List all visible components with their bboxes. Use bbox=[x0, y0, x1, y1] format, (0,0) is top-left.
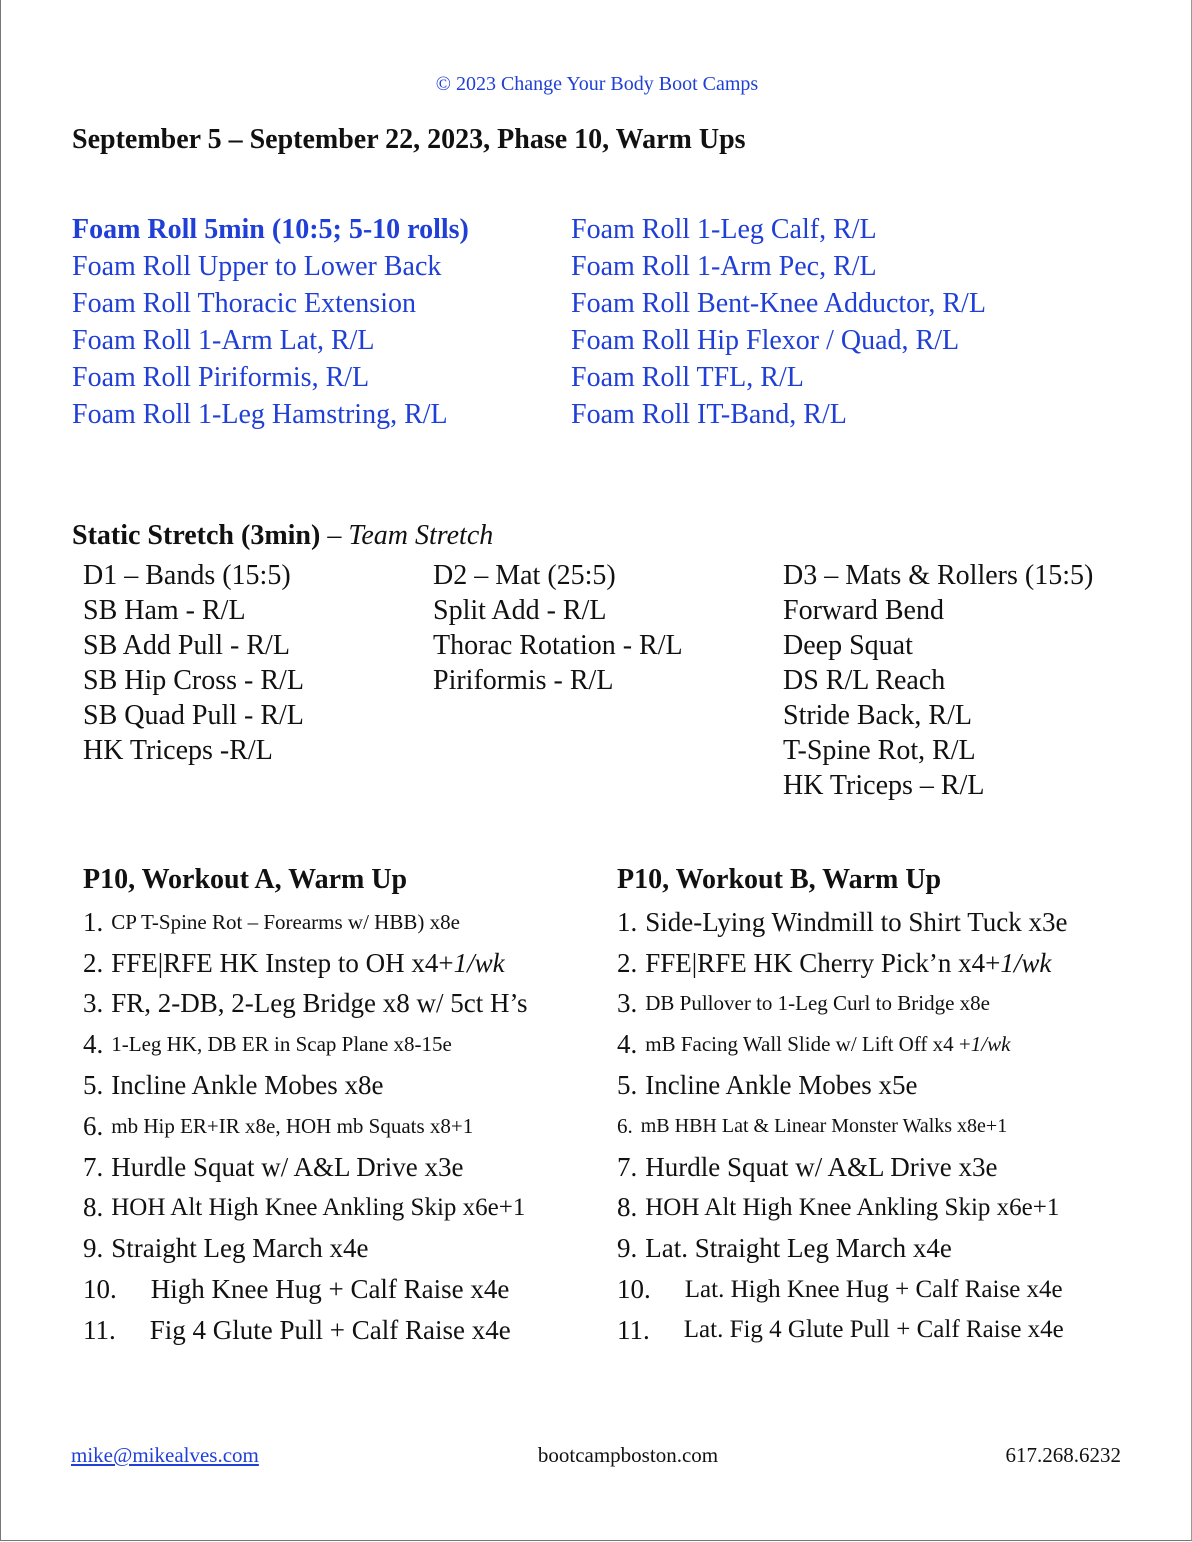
item-number: 10. bbox=[617, 1274, 651, 1305]
item-number: 7. bbox=[617, 1151, 638, 1182]
item-text: FFE|RFE HK Instep to OH x4+ bbox=[111, 947, 454, 978]
item-text: Lat. Fig 4 Glute Pull + Calf Raise x4e bbox=[683, 1316, 1064, 1344]
stretch-item: SB Quad Pull - R/L bbox=[83, 700, 304, 731]
item-text: Incline Ankle Mobes x5e bbox=[645, 1070, 918, 1101]
item-text: Lat. Straight Leg March x4e bbox=[645, 1233, 952, 1264]
item-number: 6. bbox=[617, 1113, 633, 1138]
list-item bbox=[83, 984, 527, 1025]
item-text: High Knee Hug + Calf Raise x4e bbox=[150, 1274, 510, 1305]
foam-roll-item: Foam Roll 1-Leg Hamstring, R/L bbox=[72, 399, 448, 430]
item-text: CP T-Spine Rot – Forearms w/ HBB) x8e bbox=[111, 909, 460, 934]
item-number: 3. bbox=[83, 988, 104, 1019]
list-item bbox=[617, 902, 1067, 943]
stretch-item: Deep Squat bbox=[783, 630, 913, 661]
stretch-item: SB Add Pull - R/L bbox=[83, 630, 290, 661]
item-number: 8. bbox=[83, 1192, 104, 1223]
foam-roll-item: Foam Roll 1-Arm Pec, R/L bbox=[571, 251, 877, 282]
item-text: mB Facing Wall Slide w/ Lift Off x4 + bbox=[645, 1032, 971, 1057]
list-item bbox=[83, 902, 527, 943]
item-number: 8. bbox=[617, 1192, 638, 1223]
foam-roll-item: Foam Roll Bent-Knee Adductor, R/L bbox=[571, 288, 986, 319]
stretch-item: Forward Bend bbox=[783, 595, 944, 626]
list-item bbox=[83, 1147, 527, 1188]
item-suffix: 1/wk bbox=[1000, 947, 1052, 978]
item-number: 11. bbox=[83, 1314, 116, 1345]
foam-roll-item: Foam Roll Thoracic Extension bbox=[72, 288, 416, 319]
item-number: 4. bbox=[617, 1029, 638, 1060]
list-item bbox=[617, 1269, 1067, 1310]
list-item bbox=[617, 1228, 1067, 1269]
stretch-item: Stride Back, R/L bbox=[783, 700, 972, 731]
item-number: 3. bbox=[617, 988, 638, 1019]
list-item bbox=[617, 1310, 1067, 1351]
item-text: FFE|RFE HK Cherry Pick’n x4+ bbox=[645, 947, 1001, 978]
list-item bbox=[83, 1106, 527, 1147]
list-item bbox=[83, 1024, 527, 1065]
foam-roll-item: Foam Roll 1-Arm Lat, R/L bbox=[72, 325, 375, 356]
item-number: 11. bbox=[617, 1314, 650, 1345]
item-text: DB Pullover to 1-Leg Curl to Bridge x8e bbox=[645, 991, 990, 1016]
foam-roll-right-column bbox=[571, 211, 986, 433]
workout-a-list bbox=[83, 902, 527, 1351]
item-text: Hurdle Squat w/ A&L Drive x3e bbox=[645, 1151, 998, 1182]
item-text: HOH Alt High Knee Ankling Skip x6e+1 bbox=[111, 1193, 526, 1221]
page-title: September 5 – September 22, 2023, Phase 10, Warm Ups bbox=[72, 124, 746, 155]
stretch-item: T-Spine Rot, R/L bbox=[783, 735, 976, 766]
foam-roll-item: Foam Roll Piriformis, R/L bbox=[72, 362, 370, 393]
list-item bbox=[617, 1188, 1067, 1229]
item-suffix: 1/wk bbox=[970, 1032, 1011, 1057]
foam-roll-left-column bbox=[72, 211, 469, 433]
stretch-item: DS R/L Reach bbox=[783, 665, 946, 696]
list-item bbox=[83, 943, 527, 984]
item-text: mB HBH Lat & Linear Monster Walks x8e+1 bbox=[640, 1114, 1008, 1137]
foam-roll-item: Foam Roll IT-Band, R/L bbox=[571, 399, 847, 430]
list-item bbox=[617, 1065, 1067, 1106]
stretch-d2-column bbox=[433, 558, 683, 698]
copyright-line: © 2023 Change Your Body Boot Camps bbox=[435, 73, 759, 95]
item-text: Incline Ankle Mobes x8e bbox=[111, 1070, 384, 1101]
workout-a-heading: P10, Workout A, Warm Up bbox=[83, 864, 408, 895]
workout-b-heading: P10, Workout B, Warm Up bbox=[617, 864, 942, 895]
stretch-item: SB Hip Cross - R/L bbox=[83, 665, 304, 696]
item-text: Hurdle Squat w/ A&L Drive x3e bbox=[111, 1151, 464, 1182]
phone-number: 617.268.6232 bbox=[1005, 1443, 1121, 1467]
item-text: Fig 4 Glute Pull + Calf Raise x4e bbox=[149, 1314, 511, 1345]
item-number: 7. bbox=[83, 1151, 104, 1182]
list-item bbox=[83, 1228, 527, 1269]
stretch-item: HK Triceps – R/L bbox=[783, 770, 985, 801]
static-stretch-title: Static Stretch (3min) bbox=[72, 520, 321, 551]
item-number: 4. bbox=[83, 1029, 104, 1060]
stretch-item: D1 – Bands (15:5) bbox=[83, 560, 291, 591]
item-number: 5. bbox=[83, 1070, 104, 1101]
foam-roll-item: Foam Roll 5min (10:5; 5-10 rolls) bbox=[72, 214, 469, 245]
list-item bbox=[617, 1106, 1067, 1147]
item-text: FR, 2-DB, 2-Leg Bridge x8 w/ 5ct H’s bbox=[111, 988, 528, 1019]
stretch-item: HK Triceps -R/L bbox=[83, 735, 273, 766]
email-link[interactable]: mike@mikealves.com bbox=[71, 1443, 259, 1467]
stretch-d3-column bbox=[783, 558, 1093, 803]
list-item bbox=[83, 1269, 527, 1310]
item-suffix: 1/wk bbox=[453, 947, 505, 978]
item-number: 2. bbox=[617, 947, 638, 978]
foam-roll-item: Foam Roll Hip Flexor / Quad, R/L bbox=[571, 325, 960, 356]
item-text: mb Hip ER+IR x8e, HOH mb Squats x8+1 bbox=[111, 1113, 474, 1138]
workout-b-list bbox=[617, 902, 1067, 1351]
stretch-item: Split Add - R/L bbox=[433, 595, 607, 626]
foam-roll-item: Foam Roll TFL, R/L bbox=[571, 362, 804, 393]
item-number: 9. bbox=[617, 1233, 638, 1264]
item-number: 5. bbox=[617, 1070, 638, 1101]
item-number: 9. bbox=[83, 1233, 104, 1264]
item-text: HOH Alt High Knee Ankling Skip x6e+1 bbox=[645, 1193, 1060, 1221]
list-item bbox=[617, 984, 1067, 1025]
stretch-item: SB Ham - R/L bbox=[83, 595, 246, 626]
item-number: 2. bbox=[83, 947, 104, 978]
stretch-item: D3 – Mats & Rollers (15:5) bbox=[783, 560, 1094, 591]
item-text: Straight Leg March x4e bbox=[111, 1233, 369, 1264]
stretch-item: Piriformis - R/L bbox=[433, 665, 614, 696]
static-stretch-subtitle: Team Stretch bbox=[348, 520, 494, 551]
foam-roll-item: Foam Roll 1-Leg Calf, R/L bbox=[571, 214, 877, 245]
item-number: 10. bbox=[83, 1274, 117, 1305]
item-text: Side-Lying Windmill to Shirt Tuck x3e bbox=[645, 906, 1068, 937]
list-item bbox=[83, 1188, 527, 1229]
item-number: 1. bbox=[617, 906, 638, 937]
item-number: 1. bbox=[83, 906, 104, 937]
website-text: bootcampboston.com bbox=[537, 1443, 719, 1467]
stretch-item: Thorac Rotation - R/L bbox=[433, 630, 683, 661]
list-item bbox=[617, 1024, 1067, 1065]
stretch-d1-column bbox=[83, 558, 304, 768]
list-item bbox=[83, 1310, 527, 1351]
foam-roll-item: Foam Roll Upper to Lower Back bbox=[72, 251, 442, 282]
list-item bbox=[617, 1147, 1067, 1188]
static-stretch-heading bbox=[72, 520, 493, 552]
item-text: 1-Leg HK, DB ER in Scap Plane x8-15e bbox=[111, 1032, 452, 1057]
item-text: Lat. High Knee Hug + Calf Raise x4e bbox=[684, 1275, 1063, 1303]
list-item bbox=[83, 1065, 527, 1106]
static-stretch-dash: – bbox=[320, 520, 349, 551]
item-number: 6. bbox=[83, 1110, 104, 1141]
list-item bbox=[617, 943, 1067, 984]
stretch-item: D2 – Mat (25:5) bbox=[433, 560, 616, 591]
